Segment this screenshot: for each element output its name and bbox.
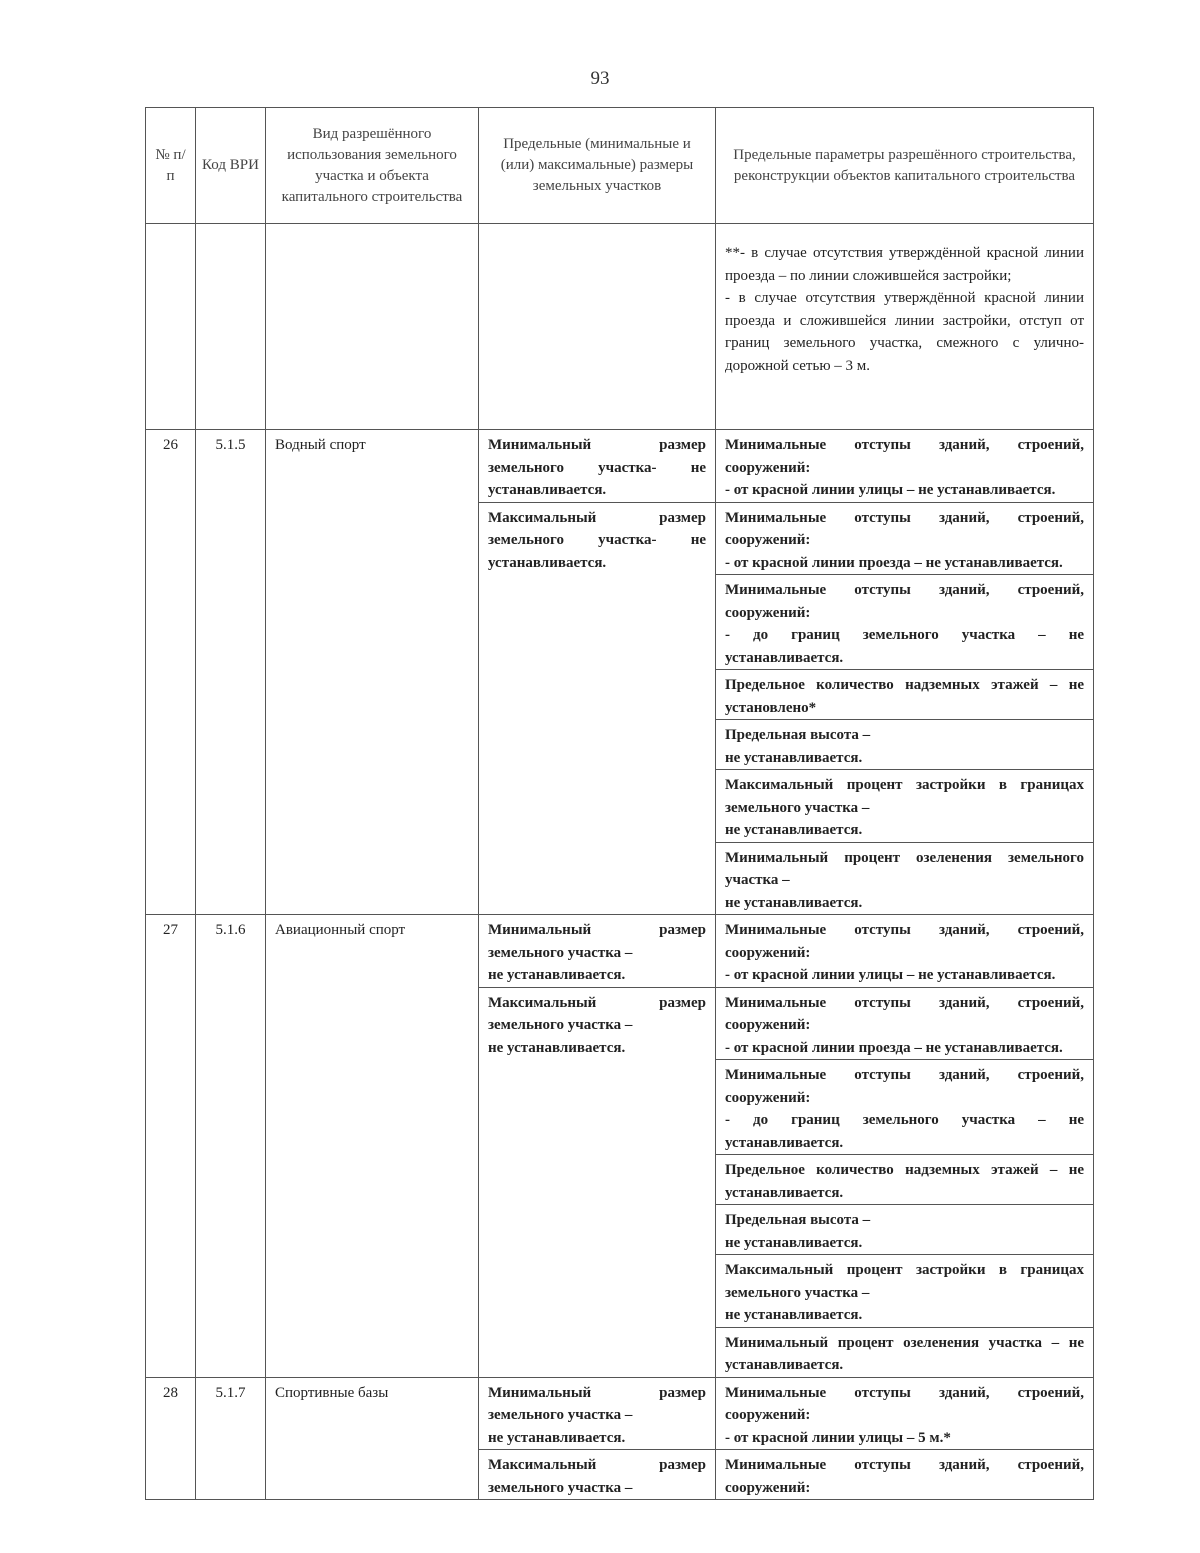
- header-code: Код ВРИ: [196, 108, 266, 224]
- max-size-cell: Максимальный размер земельного участка- не устанавливается.: [479, 502, 716, 915]
- param-cell: Минимальные отступы зданий, строений, сооружений: - от красной линии улицы – 5 м.*: [716, 1377, 1094, 1450]
- table-row: [146, 915, 1094, 988]
- param-cell: Минимальный процент озеленения земельного участка – не устанавливается.: [716, 842, 1094, 915]
- regulations-table: [145, 107, 1094, 1500]
- param-cell: Минимальный процент озеленения участка – не устанавливается.: [716, 1327, 1094, 1377]
- param-cell: Минимальные отступы зданий, строений, сооружений:: [716, 1450, 1094, 1500]
- param-cell: Минимальные отступы зданий, строений, сооружений: - до границ земельного участка – не устанавливается.: [716, 575, 1094, 670]
- row-number: 27: [146, 915, 196, 1378]
- param-cell: Максимальный процент застройки в границах земельного участка – не устанавливается.: [716, 770, 1094, 843]
- row-code: 5.1.7: [196, 1377, 266, 1500]
- param-cell: Предельное количество надземных этажей – не установлено*: [716, 670, 1094, 720]
- row-code: 5.1.6: [196, 915, 266, 1378]
- param-cell: Минимальные отступы зданий, строений, сооружений: - от красной линии улицы – не устанавливается.: [716, 430, 1094, 503]
- continuation-text: **- в случае отсутствия утверждённой красной линии проезда – по линии сложившейся застройки; - в случае отсутствия утверждённой красной линии проезда и сложившейся линии застройки, отступ от границ земельного участка, смежного с улично-дорожной сетью – 3 м.: [716, 224, 1094, 430]
- param-cell: Предельное количество надземных этажей – не устанавливается.: [716, 1155, 1094, 1205]
- header-kind: Вид разрешённого использования земельного участка и объекта капитального строительства: [266, 108, 479, 224]
- table-header-row: [146, 108, 1094, 224]
- page-number: 93: [590, 68, 610, 89]
- min-size-cell: Минимальный размер земельного участка – не устанавливается.: [479, 1377, 716, 1450]
- table-row: [146, 430, 1094, 503]
- max-size-cell: Максимальный размер земельного участка – не устанавливается.: [479, 987, 716, 1377]
- param-cell: Предельная высота – не устанавливается.: [716, 720, 1094, 770]
- header-num: № п/п: [146, 108, 196, 224]
- row-number: 26: [146, 430, 196, 915]
- param-cell: Минимальные отступы зданий, строений, сооружений: - от красной линии проезда – не устанавливается.: [716, 987, 1094, 1060]
- param-cell: Минимальные отступы зданий, строений, сооружений: - от красной линии проезда – не устанавливается.: [716, 502, 1094, 575]
- row-name: Водный спорт: [266, 430, 479, 915]
- max-size-cell: Максимальный размер земельного участка –: [479, 1450, 716, 1500]
- param-cell: Максимальный процент застройки в границах земельного участка – не устанавливается.: [716, 1255, 1094, 1328]
- min-size-cell: Минимальный размер земельного участка- не устанавливается.: [479, 430, 716, 503]
- continuation-row: [146, 224, 1094, 430]
- param-cell: Предельная высота – не устанавливается.: [716, 1205, 1094, 1255]
- row-name: Авиационный спорт: [266, 915, 479, 1378]
- param-cell: Минимальные отступы зданий, строений, сооружений: - от красной линии улицы – не устанавливается.: [716, 915, 1094, 988]
- header-params: Предельные параметры разрешённого строительства, реконструкции объектов капитального строительства: [716, 108, 1094, 224]
- row-name: Спортивные базы: [266, 1377, 479, 1500]
- row-code: 5.1.5: [196, 430, 266, 915]
- header-sizes: Предельные (минимальные и (или) максимальные) размеры земельных участков: [479, 108, 716, 224]
- param-cell: Минимальные отступы зданий, строений, сооружений: - до границ земельного участка – не устанавливается.: [716, 1060, 1094, 1155]
- row-number: 28: [146, 1377, 196, 1500]
- table-row: [146, 1377, 1094, 1450]
- min-size-cell: Минимальный размер земельного участка – не устанавливается.: [479, 915, 716, 988]
